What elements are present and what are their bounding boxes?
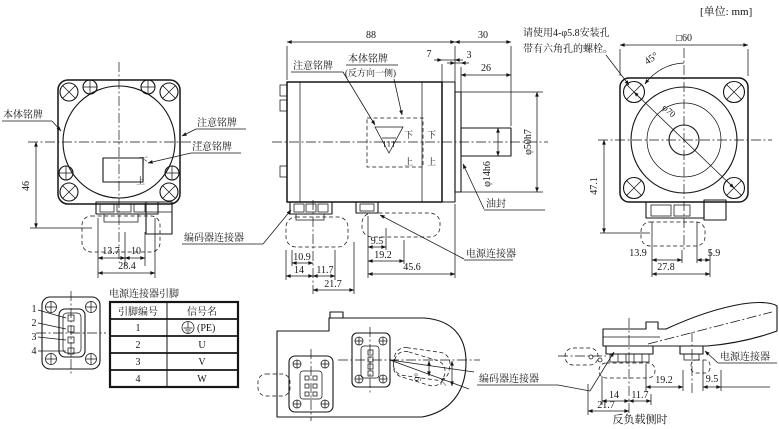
orientation-mark: 上 — [404, 157, 414, 167]
cell-signal-u: U — [198, 340, 206, 351]
pin-number-label: 4 — [31, 346, 37, 357]
dim-19-2: 19.2 — [655, 375, 673, 386]
label-power-connector: 电源连接器 — [466, 249, 516, 260]
orientation-mark: 下 — [139, 156, 149, 166]
phillips-screw-icon — [83, 80, 97, 94]
phillips-screw-icon — [321, 360, 329, 368]
dim-45-6: 45.6 — [403, 262, 421, 273]
pin-number-label: 2 — [31, 318, 37, 329]
label-body-nameplate-note: (反方向一侧) — [345, 68, 396, 78]
dim-21-7: 21.7 — [324, 279, 342, 290]
dim-30: 30 — [478, 30, 488, 41]
dim-28-4: 28.4 — [118, 261, 136, 272]
phillips-screw-icon — [59, 166, 73, 180]
cell-pin-2: 2 — [135, 340, 141, 351]
phillips-screw-icon — [293, 360, 301, 368]
label-caution-nameplate-2: 注意铭牌 — [192, 142, 232, 153]
dim-19-2: 19.2 — [374, 250, 392, 261]
phillips-screw-icon — [355, 337, 363, 345]
dim-88: 88 — [366, 30, 376, 41]
dim-phi14h6: φ14h6 — [482, 161, 493, 187]
phillips-screw-icon — [165, 166, 179, 180]
dim-7deg: 7° — [438, 376, 451, 388]
phillips-screw-icon — [141, 80, 155, 94]
col-header-signal: 信号名 — [187, 307, 217, 318]
cell-signal-v: V — [198, 357, 206, 368]
cell-pin-4: 4 — [135, 374, 141, 385]
dim-27-8: 27.8 — [657, 262, 675, 273]
mounting-note-line1: 请使用4-φ5.8安装孔 — [523, 28, 610, 39]
label-encoder-connector: 编码器连接器 — [479, 374, 539, 385]
label-caution-nameplate: 注意铭牌 — [197, 118, 237, 129]
pin-number-label: 1 — [31, 304, 37, 315]
label-oil-seal: 油封 — [486, 199, 506, 210]
pin-number-label: 3 — [31, 332, 37, 343]
dim-7: 7 — [426, 49, 432, 60]
pin-table-title: 电源连接器引脚 — [109, 289, 179, 300]
dim-10: 10 — [131, 246, 141, 257]
dim-5-9: 5.9 — [707, 248, 721, 259]
view-caption: 反负载侧时 — [612, 414, 668, 426]
dim-14: 14 — [609, 390, 619, 401]
cell-signal-w: W — [197, 374, 207, 385]
orientation-mark: 上 — [427, 157, 437, 167]
dim-26: 26 — [481, 63, 491, 74]
orientation-mark: 下 — [427, 130, 437, 140]
dim-9-5: 9.5 — [370, 236, 384, 247]
dim-13-7: 13.7 — [102, 246, 120, 257]
dim-9deg: 9° — [413, 372, 423, 382]
dim-3: 3 — [466, 50, 472, 61]
phillips-screw-icon — [46, 302, 57, 313]
dim-21-7: 21.7 — [597, 400, 615, 411]
label-caution-nameplate: 注意铭牌 — [293, 61, 333, 72]
phillips-screw-icon — [379, 337, 387, 345]
phillips-screw-icon — [86, 302, 97, 313]
orientation-mark: 上 — [136, 176, 146, 186]
phillips-screw-icon — [293, 400, 301, 408]
label-power-connector: 电源连接器 — [720, 352, 770, 363]
phillips-screw-icon — [86, 354, 97, 365]
label-encoder-connector: 编码器连接器 — [184, 233, 244, 244]
col-header-pin: 引脚编号 — [118, 307, 158, 318]
dim-9-5: 9.5 — [705, 374, 719, 385]
dim-phi50h7: φ50h7 — [523, 129, 534, 155]
dim-13-9: 13.9 — [629, 248, 647, 259]
label-body-nameplate: 本体铭牌 — [3, 110, 43, 121]
cell-signal-pe: (PE) — [197, 323, 216, 334]
unit-note: [单位: mm] — [700, 6, 753, 18]
label-body-nameplate: 本体铭牌 — [348, 54, 388, 65]
phillips-screw-icon — [321, 400, 329, 408]
cell-pin-1: 1 — [135, 323, 141, 334]
dim-14: 14 — [294, 265, 304, 276]
phillips-screw-icon — [379, 375, 387, 383]
dim-11-7: 11.7 — [631, 390, 649, 401]
dim-phi70: φ70 — [660, 102, 678, 120]
dim-10-9: 10.9 — [293, 252, 311, 263]
dim-11-7: 11.7 — [316, 265, 334, 276]
mounting-note-line2: 带有六角孔的螺栓。 — [523, 44, 613, 55]
phillips-screw-icon — [355, 375, 363, 383]
dim-47-1: 47.1 — [589, 177, 600, 195]
dim-46: 46 — [21, 181, 32, 191]
phillips-screw-icon — [46, 354, 57, 365]
dim-square60: □60 — [675, 33, 693, 44]
cell-pin-3: 3 — [135, 357, 141, 368]
orientation-mark: 下 — [404, 130, 414, 140]
dim-45deg: 45° — [642, 50, 661, 68]
